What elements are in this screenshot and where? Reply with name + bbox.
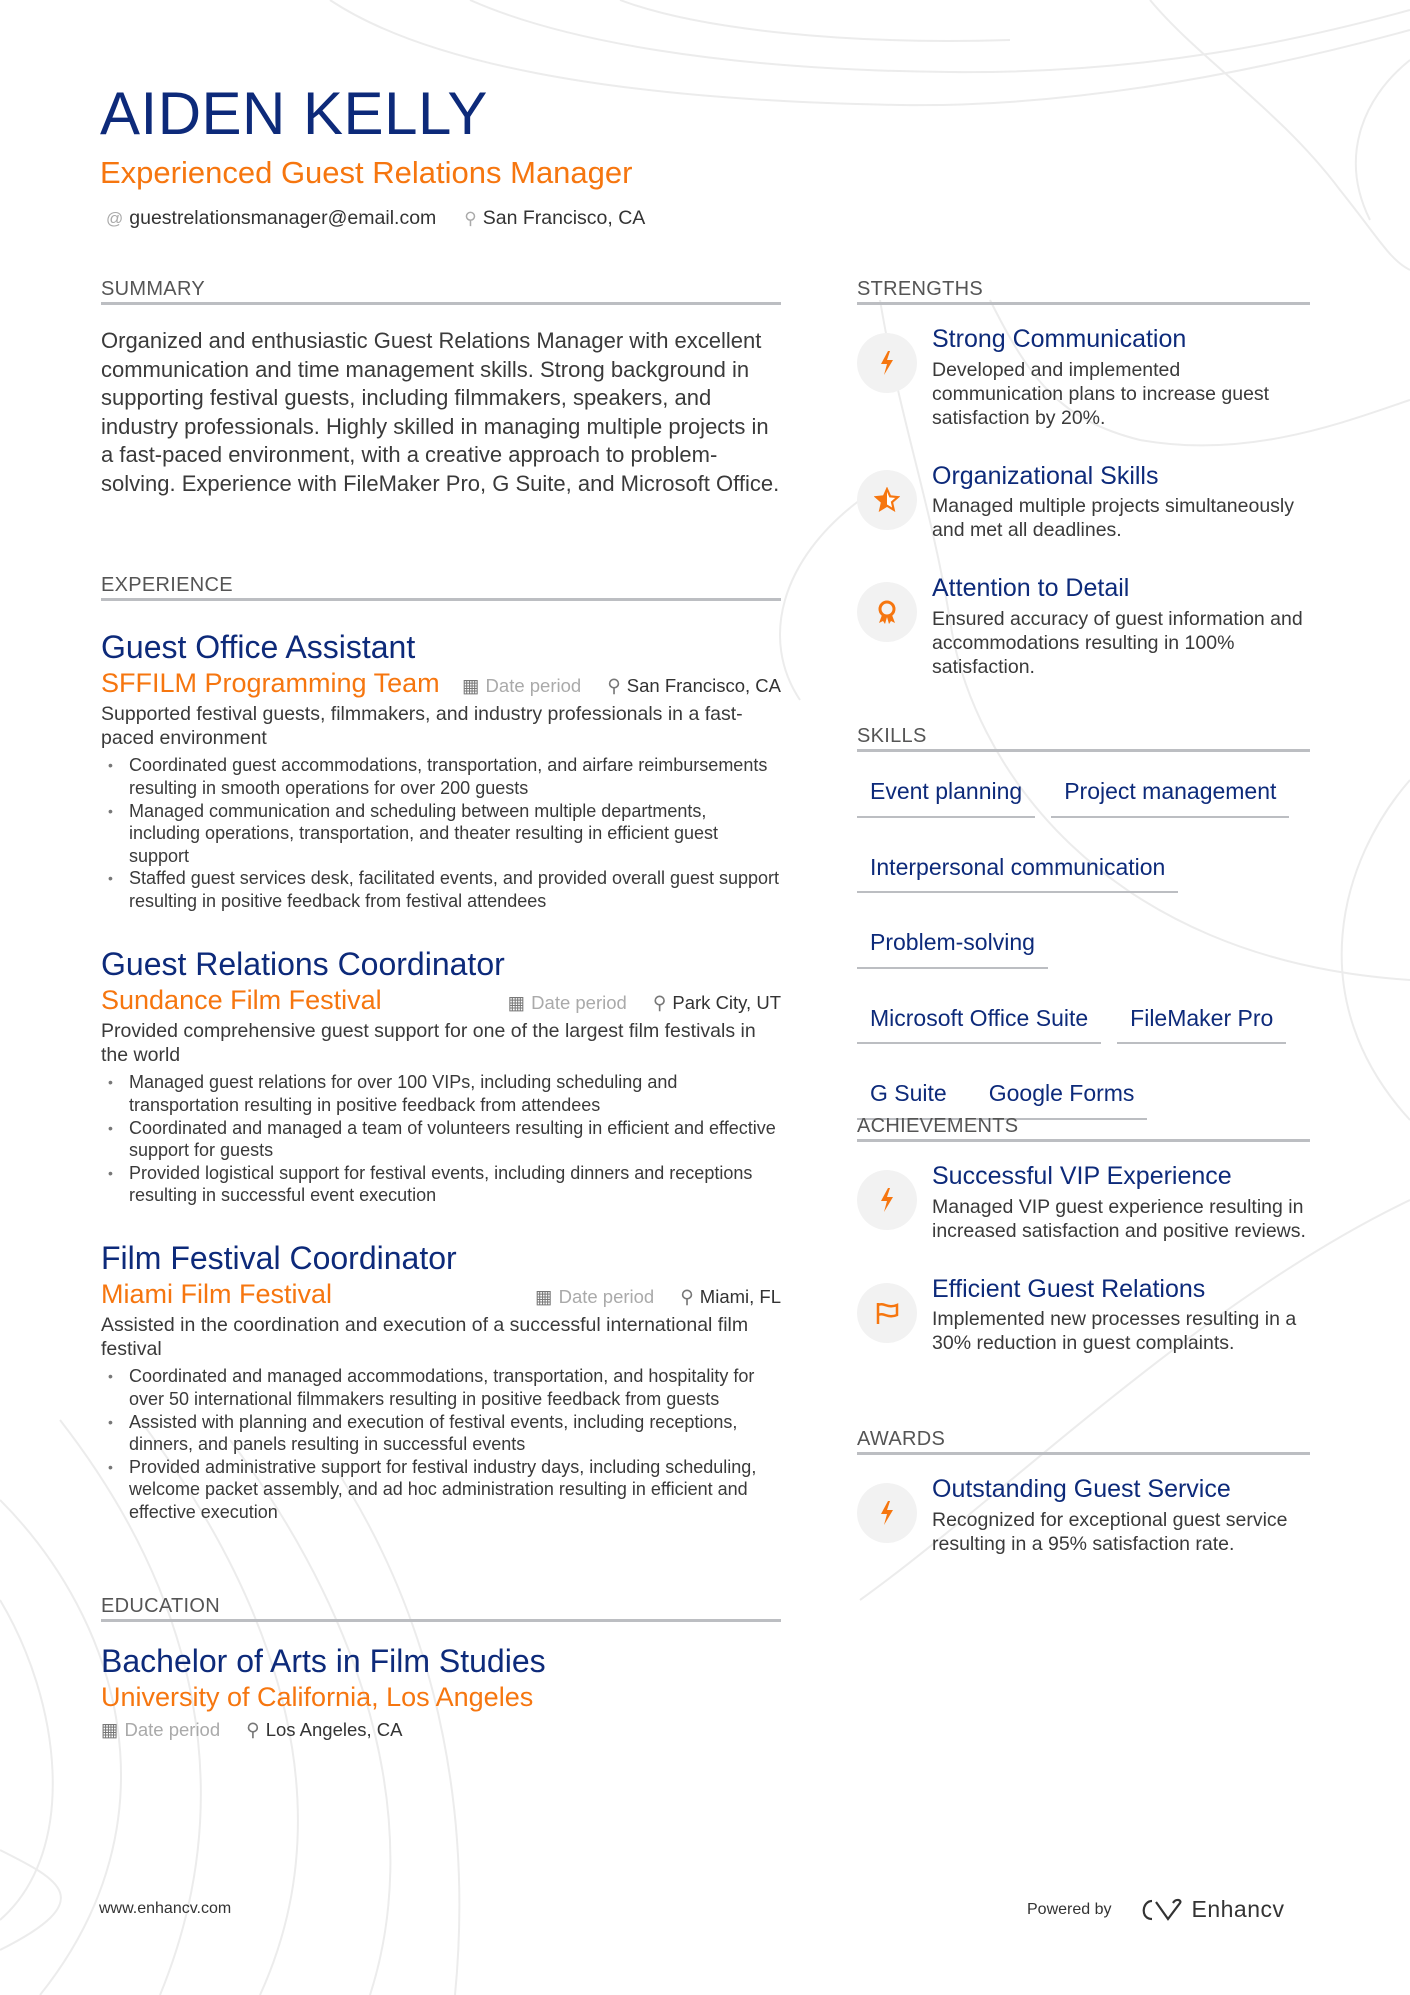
item-description: Recognized for exceptional guest service resulting in a 95% satisfaction rate.	[932, 1508, 1288, 1555]
summary-section	[101, 278, 781, 498]
medal-icon	[857, 582, 917, 642]
enhancv-logo-icon	[1138, 1898, 1184, 1922]
section-heading: SKILLS	[857, 725, 1310, 752]
awards-section	[857, 1428, 1310, 1556]
achievements-item	[857, 1273, 1310, 1356]
summary-text: Organized and enthusiastic Guest Relations Manager with excellent communication and time management skills. Strong background in supporting festival guests, including filmmakers, speakers, and industry professionals. Highly skilled in managing multiple projects in a fast-paced environment, with a creative approach to problem-solving. Experience with FileMaker Pro, G Suite, and Microsoft Office.	[101, 328, 780, 496]
experience-section	[101, 574, 781, 601]
job-title: Guest Relations Coordinator	[101, 946, 505, 982]
skill-tag: Problem-solving	[857, 921, 1048, 969]
star-icon	[857, 470, 917, 530]
item-description: Implemented new processes resulting in a 30% reduction in guest complaints.	[932, 1308, 1297, 1354]
section-heading: EXPERIENCE	[101, 574, 781, 601]
job-bullet: • Managed communication and scheduling between multiple departments, including operations, transportation, and theater resulting in efficient guest support	[101, 800, 781, 868]
powered-by-label: Powered by	[1027, 1900, 1112, 1918]
section-heading: STRENGTHS	[857, 278, 1310, 305]
skill-tag: Project management	[1051, 770, 1289, 818]
candidate-title: Experienced Guest Relations Manager	[100, 155, 633, 190]
date-period: ▦ Date period	[101, 1719, 221, 1741]
skill-tag: Interpersonal communication	[857, 846, 1178, 894]
skill-tag: FileMaker Pro	[1117, 997, 1286, 1045]
job-bullet: • Staffed guest services desk, facilitated events, and provided overall guest support resulting in positive feedback from festival attendees	[101, 867, 781, 912]
school: University of California, Los Angeles	[101, 1682, 534, 1713]
job-title: Guest Office Assistant	[101, 629, 416, 665]
email[interactable]: @ guestrelationsmanager@email.com	[106, 207, 437, 229]
job-location: ⚲ Park City, UT	[652, 992, 781, 1014]
job-location: ⚲ Miami, FL	[680, 1286, 781, 1308]
item-title: Attention to Detail	[932, 574, 1130, 602]
strengths-item	[857, 572, 1310, 679]
date-period: ▦ Date period	[535, 1286, 655, 1308]
calendar-icon: ▦	[535, 1286, 553, 1308]
awards-item	[857, 1473, 1310, 1556]
item-title: Outstanding Guest Service	[932, 1475, 1231, 1503]
job-bullet: • Assisted with planning and execution of festival events, including receptions, dinners, and panels resulting in successful events	[101, 1411, 781, 1456]
flag-icon	[857, 1283, 917, 1343]
item-title: Efficient Guest Relations	[932, 1274, 1206, 1303]
item-title: Strong Communication	[932, 325, 1187, 353]
experience-entry	[101, 945, 781, 1207]
company-name: SFFILM Programming Team	[101, 668, 440, 699]
location-pin-icon: ⚲	[680, 1286, 694, 1308]
experience-entry	[101, 1239, 781, 1524]
section-heading: AWARDS	[857, 1428, 1310, 1455]
item-title: Organizational Skills	[932, 461, 1159, 490]
job-description: Assisted in the coordination and execution of a successful international film festival	[101, 1314, 749, 1360]
calendar-icon: ▦	[462, 675, 480, 697]
education-section	[101, 1595, 781, 1741]
job-bullet: • Coordinated and managed a team of volunteers resulting in efficient and effective support for guests	[101, 1117, 781, 1162]
strengths-item	[857, 460, 1310, 543]
bolt-icon	[857, 1170, 917, 1230]
item-description: Ensured accuracy of guest information and accommodations resulting in 100% satisfaction.	[932, 607, 1303, 678]
enhancv-logo[interactable]: Enhancv	[1138, 1896, 1285, 1923]
date-period: ▦ Date period	[462, 675, 582, 697]
experience-entry	[101, 628, 781, 913]
job-bullet: • Coordinated guest accommodations, transportation, and airfare reimbursements resulting in smooth operations for over 200 guests	[101, 754, 781, 799]
job-bullet: • Provided administrative support for festival industry days, including scheduling, welcome packet assembly, and ad hoc administration resulting in efficient and effective execution	[101, 1456, 781, 1524]
item-description: Managed VIP guest experience resulting in increased satisfaction and positive reviews.	[932, 1195, 1306, 1242]
education-location: ⚲ Los Angeles, CA	[246, 1719, 403, 1741]
job-bullet: • Managed guest relations for over 100 VIPs, including scheduling and transportation resulting in positive feedback from attendees	[101, 1071, 781, 1116]
location-pin-icon: ⚲	[607, 675, 621, 697]
strengths-section	[857, 278, 1310, 679]
candidate-name: AIDEN KELLY	[100, 80, 488, 147]
at-icon: @	[106, 209, 124, 228]
calendar-icon: ▦	[507, 992, 526, 1014]
location-pin-icon: ⚲	[464, 209, 477, 228]
powered-by	[1027, 1896, 1285, 1923]
job-bullet: • Provided logistical support for festival events, including dinners and receptions resulting in successful event execution	[101, 1162, 781, 1207]
company-name: Sundance Film Festival	[101, 985, 382, 1016]
job-description: Provided comprehensive guest support for one of the largest film festivals in the world	[101, 1020, 756, 1066]
bolt-icon	[857, 1483, 917, 1543]
item-description: Developed and implemented communication plans to increase guest satisfaction by 20%.	[932, 358, 1270, 429]
location-pin-icon: ⚲	[652, 992, 667, 1014]
section-heading: EDUCATION	[101, 1595, 781, 1622]
company-name: Miami Film Festival	[101, 1279, 333, 1310]
skill-tag: Event planning	[857, 770, 1035, 818]
degree: Bachelor of Arts in Film Studies	[101, 1643, 546, 1679]
website-link[interactable]: www.enhancv.com	[99, 1900, 232, 1917]
item-title: Successful VIP Experience	[932, 1162, 1232, 1190]
item-description: Managed multiple projects simultaneously and met all deadlines.	[932, 495, 1295, 541]
achievements-section	[857, 1115, 1310, 1355]
job-bullet: • Coordinated and managed accommodations, transportation, and hospitality for over 50 international filmmakers resulting in positive feedback from guests	[101, 1365, 781, 1410]
strengths-item	[857, 323, 1310, 430]
calendar-icon: ▦	[101, 1719, 119, 1741]
contact-info	[106, 207, 645, 230]
date-period: ▦ Date period	[507, 992, 627, 1014]
skill-tag: Google Forms	[976, 1072, 1148, 1120]
job-location: ⚲ San Francisco, CA	[607, 675, 781, 697]
section-heading: ACHIEVEMENTS	[857, 1115, 1310, 1142]
location: ⚲ San Francisco, CA	[464, 207, 646, 229]
job-title: Film Festival Coordinator	[101, 1240, 457, 1276]
bolt-icon	[857, 333, 917, 393]
job-description: Supported festival guests, filmmakers, and industry professionals in a fast-paced environment	[101, 703, 743, 749]
skills-section	[857, 725, 1310, 1120]
location-pin-icon: ⚲	[246, 1719, 260, 1741]
section-heading: SUMMARY	[101, 278, 781, 305]
skill-tag: Microsoft Office Suite	[857, 997, 1101, 1045]
skill-tag: G Suite	[857, 1072, 960, 1120]
achievements-item	[857, 1160, 1310, 1243]
